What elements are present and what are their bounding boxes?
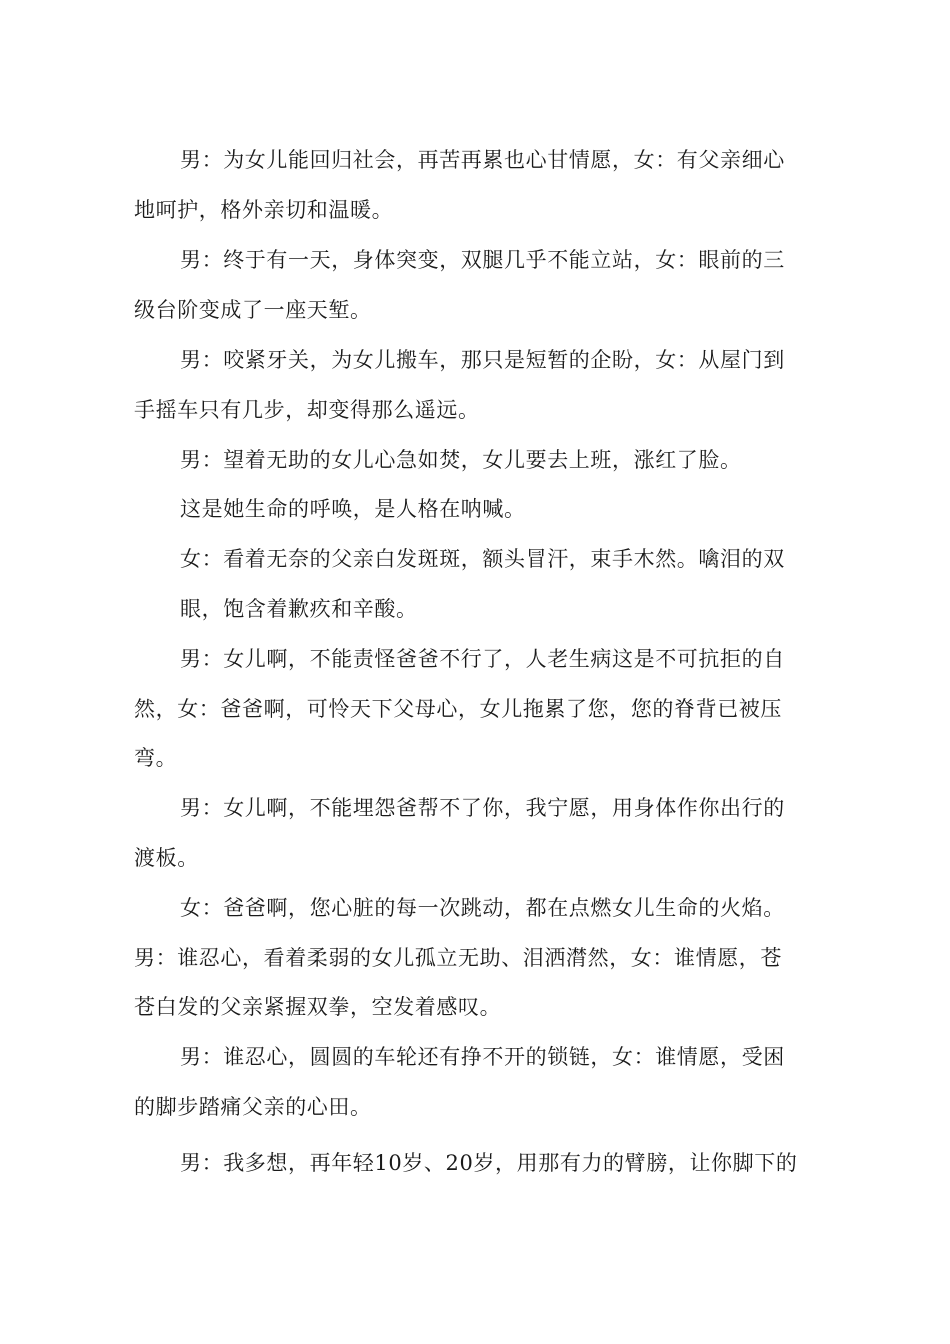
text-line: 男：女儿啊，不能责怪爸爸不行了，人老生病这是不可抗拒的自 — [180, 647, 785, 671]
text-line: 男：望着无助的女儿心急如焚，女儿要去上班，涨红了脸。 — [180, 448, 742, 472]
text-line: 的脚步踏痛父亲的心田。 — [134, 1095, 372, 1119]
text-line: 男：谁忍心，圆圆的车轮还有挣不开的锁链，女：谁情愿，受困 — [180, 1045, 785, 1069]
text-line: 地呵护，格外亲切和温暖。 — [134, 198, 394, 222]
text-line: 男：女儿啊，不能埋怨爸帮不了你，我宁愿，用身体作你出行的 — [180, 796, 785, 820]
text-line: 渡板。 — [134, 846, 199, 870]
text-line: 弯。 — [134, 746, 178, 770]
text-line: 男：为女儿能回归社会，再苦再累也心甘情愿，女：有父亲细心 — [180, 148, 785, 172]
text-line: 眼，饱含着歉疚和辛酸。 — [180, 597, 418, 621]
text-line: 手摇车只有几步，却变得那么遥远。 — [134, 398, 480, 422]
text-line: 然，女：爸爸啊，可怜天下父母心，女儿拖累了您，您的脊背已被压 — [134, 697, 782, 721]
text-line: 级台阶变成了一座天堑。 — [134, 298, 372, 322]
text-line: 女：爸爸啊，您心脏的每一次跳动，都在点燃女儿生命的火焰。 — [180, 896, 785, 920]
text-line: 这是她生命的呼唤，是人格在呐喊。 — [180, 497, 526, 521]
text-line: 男：咬紧牙关，为女儿搬车，那只是短暂的企盼，女：从屋门到 — [180, 348, 785, 372]
text-line: 男：我多想，再年轻10岁、20岁，用那有力的臂膀，让你脚下的 — [180, 1151, 798, 1175]
text-line: 苍白发的父亲紧握双拳，空发着感叹。 — [134, 995, 502, 1019]
text-line: 男：终于有一天，身体突变，双腿几乎不能立站，女：眼前的三 — [180, 248, 785, 272]
text-line: 男：谁忍心，看着柔弱的女儿孤立无助、泪洒潸然，女：谁情愿，苍 — [134, 946, 782, 970]
text-line: 女：看着无奈的父亲白发斑斑，额头冒汗，束手木然。噙泪的双 — [180, 547, 785, 571]
